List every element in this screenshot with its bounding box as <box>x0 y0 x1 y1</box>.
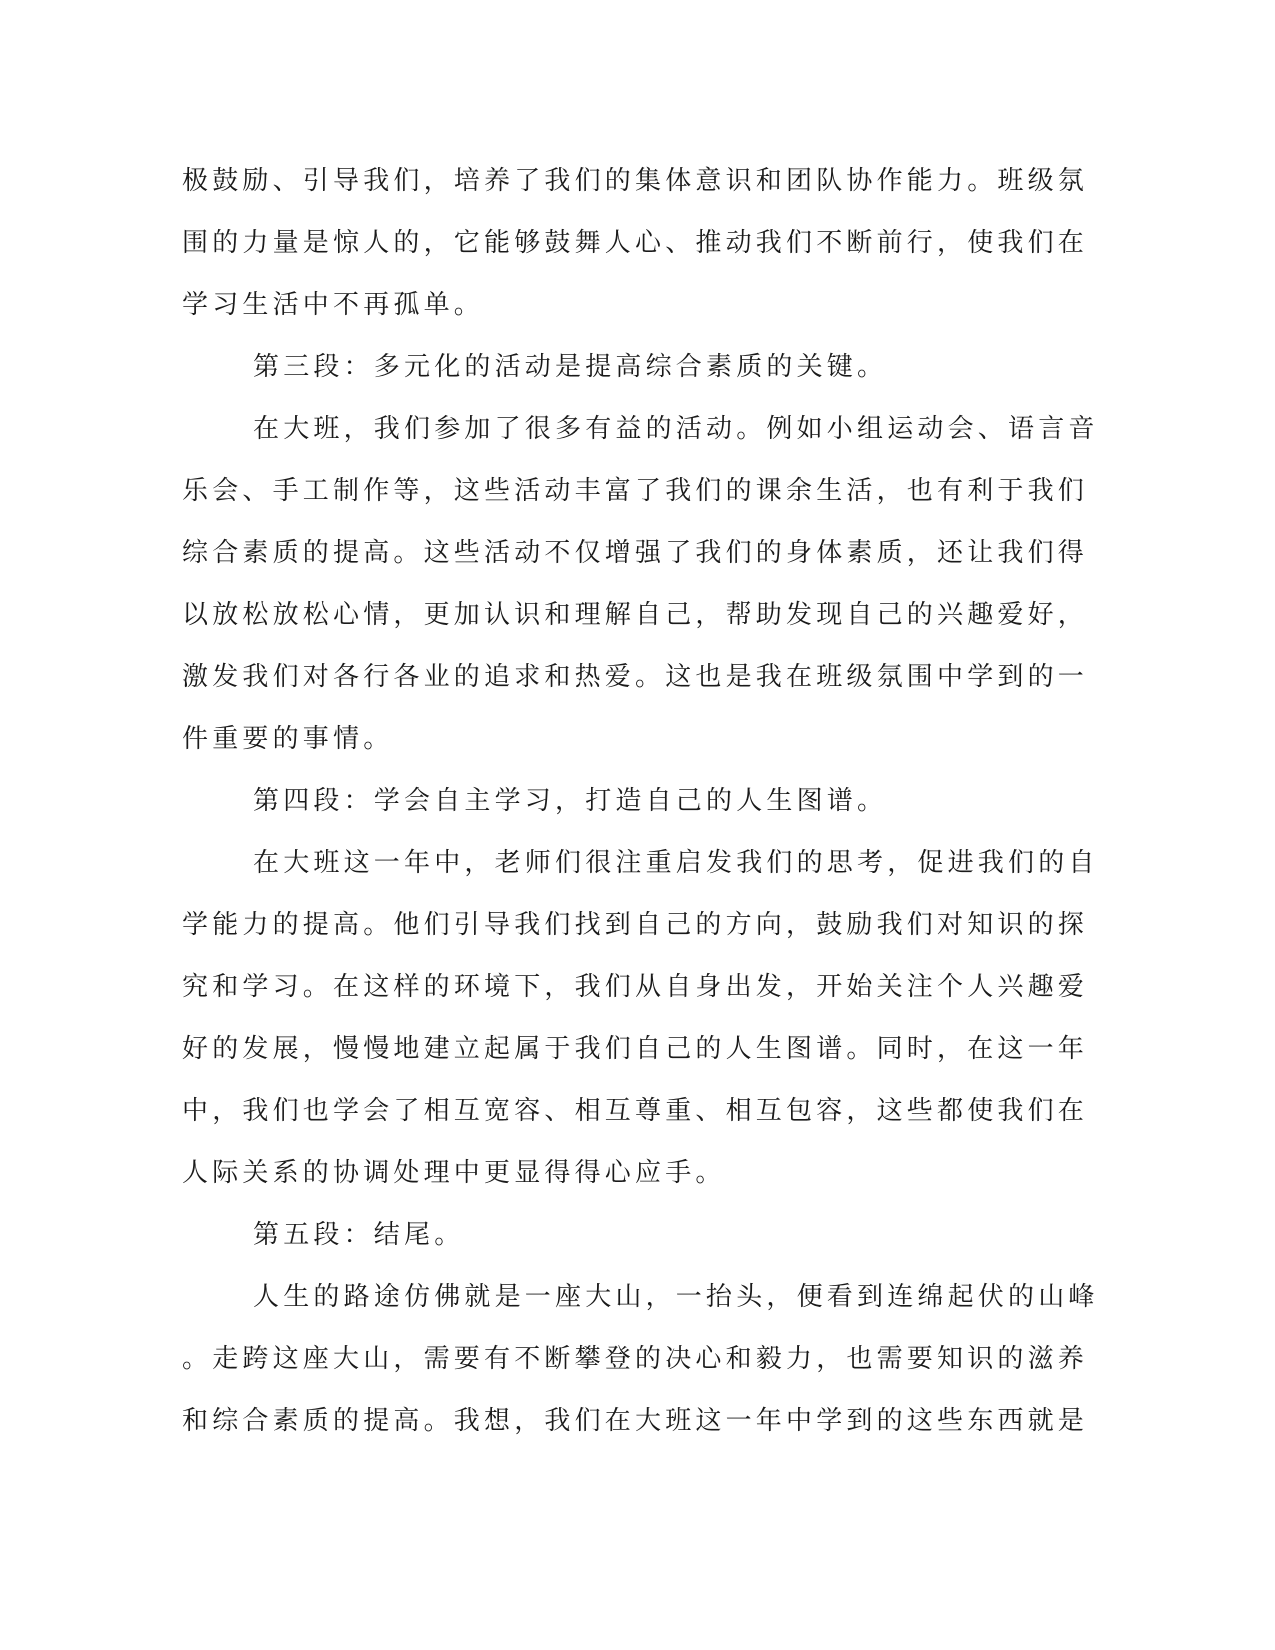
text-line: 件重要的事情。 <box>182 724 394 754</box>
text-line: 激发我们对各行各业的追求和热爱。这也是我在班级氛围中学到的一 <box>182 662 1089 692</box>
text-line: 在大班这一年中，老师们很注重启发我们的思考，促进我们的自 <box>253 848 1099 878</box>
text-line: 乐会、手工制作等，这些活动丰富了我们的课余生活，也有利于我们 <box>182 476 1089 506</box>
text-line: 围的力量是惊人的，它能够鼓舞人心、推动我们不断前行，使我们在 <box>182 228 1089 258</box>
text-line: 。走跨这座大山，需要有不断攀登的决心和毅力，也需要知识的滋养 <box>182 1344 1089 1374</box>
text-line: 究和学习。在这样的环境下，我们从自身出发，开始关注个人兴趣爱 <box>182 972 1089 1002</box>
text-line: 极鼓励、引导我们，培养了我们的集体意识和团队协作能力。班级氛 <box>182 166 1089 196</box>
text-line: 人生的路途仿佛就是一座大山，一抬头，便看到连绵起伏的山峰 <box>253 1282 1099 1312</box>
text-line: 和综合素质的提高。我想，我们在大班这一年中学到的这些东西就是 <box>182 1406 1089 1436</box>
text-line: 好的发展，慢慢地建立起属于我们自己的人生图谱。同时，在这一年 <box>182 1034 1089 1064</box>
text-line: 学习生活中不再孤单。 <box>182 290 485 320</box>
text-line: 人际关系的协调处理中更显得得心应手。 <box>182 1158 726 1188</box>
text-line: 学能力的提高。他们引导我们找到自己的方向，鼓励我们对知识的探 <box>182 910 1089 940</box>
text-line: 中，我们也学会了相互宽容、相互尊重、相互包容，这些都使我们在 <box>182 1096 1089 1126</box>
section-heading-3: 第三段：多元化的活动是提高综合素质的关键。 <box>253 352 888 382</box>
document-body <box>182 150 1099 1452</box>
section-heading-5: 第五段：结尾。 <box>253 1220 465 1250</box>
section-heading-4: 第四段：学会自主学习，打造自己的人生图谱。 <box>253 786 888 816</box>
text-line: 以放松放松心情，更加认识和理解自己，帮助发现自己的兴趣爱好， <box>182 600 1089 630</box>
text-line: 综合素质的提高。这些活动不仅增强了我们的身体素质，还让我们得 <box>182 538 1089 568</box>
text-line: 在大班，我们参加了很多有益的活动。例如小组运动会、语言音 <box>253 414 1099 444</box>
